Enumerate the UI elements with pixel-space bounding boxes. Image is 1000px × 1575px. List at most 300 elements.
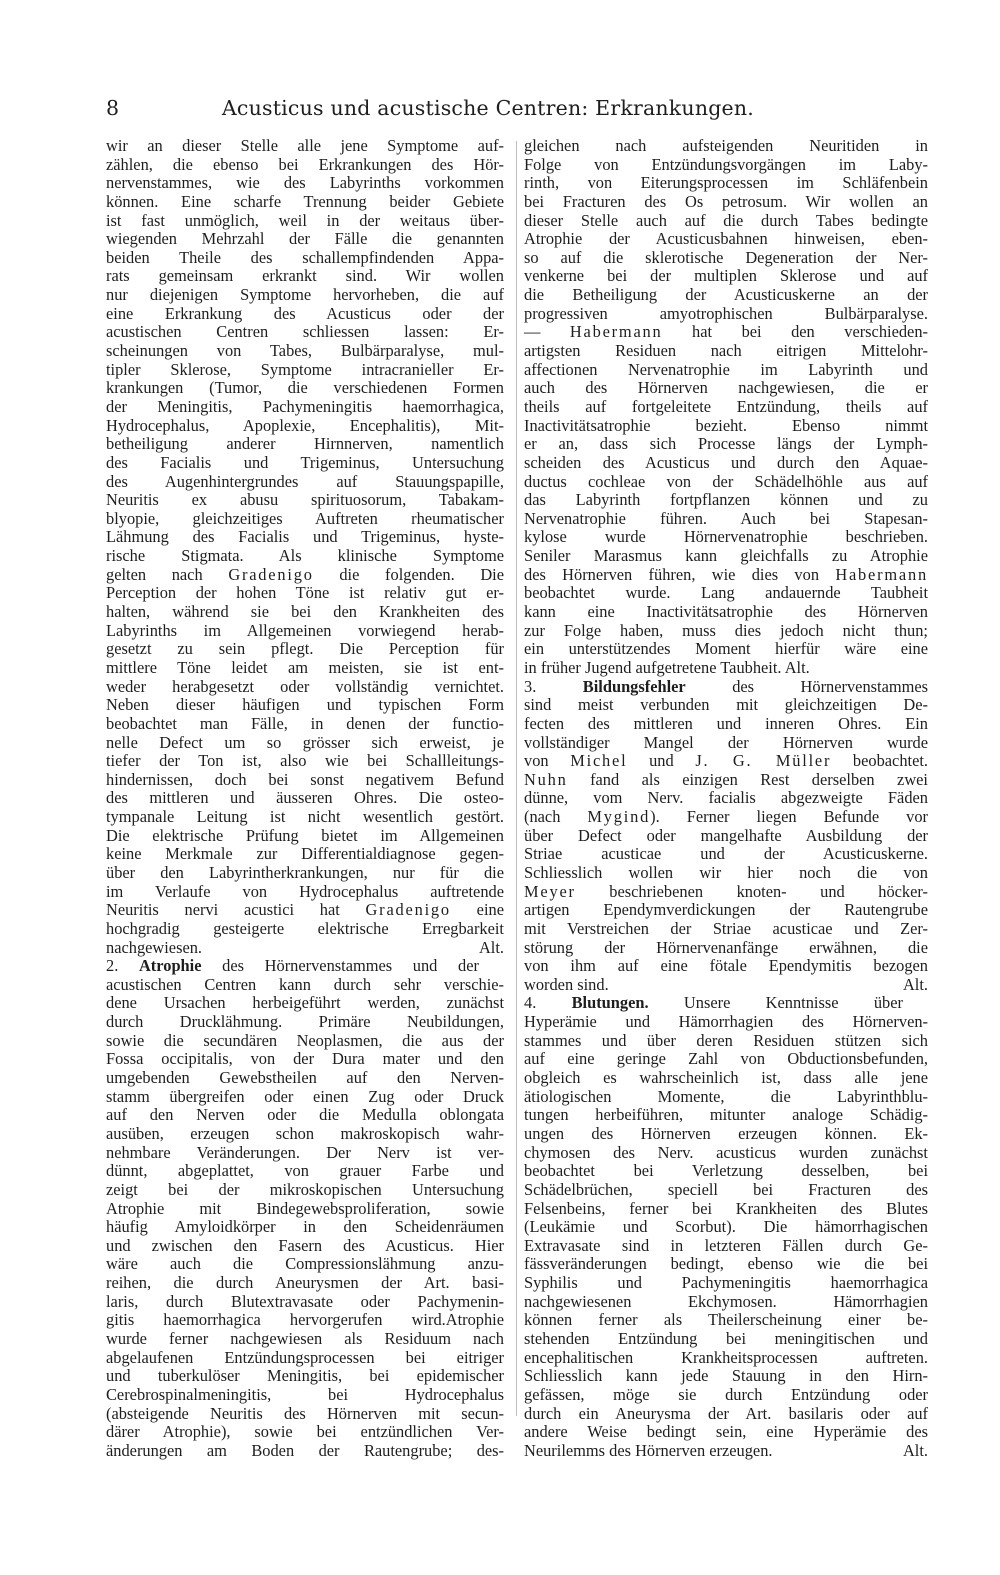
text-line [524, 976, 928, 995]
text-line [524, 435, 928, 454]
text-segment: änderungen am Boden der Rautengrube; des- [106, 1440, 504, 1460]
text-line [524, 864, 928, 883]
text-line [524, 361, 928, 380]
text-line [106, 156, 504, 175]
text-segment: artigen Ependymverdickungen der Rautengrube [524, 900, 928, 920]
column-divider [516, 141, 517, 1416]
text-line [106, 1255, 504, 1274]
text-segment: zeigt bei der mikroskopischen Untersuchung [106, 1179, 504, 1199]
author-signature: Alt. [478, 937, 504, 957]
text-segment: Folge von Entzündungsvorgängen im Laby- [524, 154, 928, 174]
text-segment: Striae acusticae und der Acusticuskerne. [524, 844, 928, 864]
text-line [106, 808, 504, 827]
text-segment: und [627, 751, 696, 771]
text-segment: progressiven amyotrophischen Bulbärparalyse. [524, 303, 928, 323]
text-line [524, 1032, 928, 1051]
text-line [106, 883, 504, 902]
text-segment: gesetzt zu sein pflegt. Die Perception für [106, 639, 504, 659]
text-segment: artigsten Residuen nach eitrigen Mittelohr- [524, 341, 928, 361]
text-segment: ein unterstützendes Moment hierfür wäre eine [524, 639, 928, 659]
text-segment: beobachtet. [831, 751, 928, 771]
text-line [524, 305, 928, 324]
text-segment: ist fast unmöglich, weil in der weitaus über- [106, 210, 504, 230]
text-line [106, 640, 504, 659]
text-line [106, 771, 504, 790]
author-name: Habermann [835, 564, 928, 584]
text-segment: affectionen Nervenatrophie im Labyrinth und [524, 359, 928, 379]
text-segment: Neuritis ex abusu spirituosorum, Tabakam- [106, 490, 504, 510]
text-segment: dene Ursachen herbeigeführt werden, zunächst [106, 993, 504, 1013]
text-segment: Inactivitätsatrophie bezieht. Ebenso nimmt [524, 415, 928, 435]
text-line [524, 1181, 928, 1200]
text-segment: Hydrocephalus, Apoplexie, Encephalitis), Mit- [106, 415, 504, 435]
text-segment: zur Folge haben, muss dies jedoch nicht thun; [524, 620, 928, 640]
text-segment: gelten nach [106, 564, 229, 584]
text-segment: zählen, die ebenso bei Erkrankungen des Hör- [106, 154, 504, 174]
text-segment: Labyrinths im Allgemeinen vorwiegend herab- [106, 620, 504, 640]
text-line [106, 1162, 504, 1181]
text-line [524, 734, 928, 753]
text-line [106, 1069, 504, 1088]
text-segment: Die elektrische Prüfung bietet im Allgemeinen [106, 825, 504, 845]
text-segment: die folgenden. Die [313, 564, 505, 584]
text-line [106, 1144, 504, 1163]
text-line [106, 1050, 504, 1069]
author-name: Gradenigo [365, 900, 451, 920]
text-segment: Felsenbeins, ferner bei Krankheiten des Blutes [524, 1198, 928, 1218]
text-line [524, 230, 928, 249]
text-line [106, 584, 504, 603]
text-line [524, 1125, 928, 1144]
text-segment: beiden Theile des schallempfindenden Appa- [106, 247, 504, 267]
text-segment: fand als einzigen Rest derselben zwei [567, 769, 928, 789]
text-line [524, 1050, 928, 1069]
text-line [106, 435, 504, 454]
text-line [106, 1367, 504, 1386]
text-segment: wir an dieser Stelle alle jene Symptome auf- [106, 136, 504, 155]
text-line [106, 323, 504, 342]
text-segment: obgleich es wahrscheinlich ist, dass alle jene [524, 1068, 928, 1088]
text-line [524, 1442, 928, 1461]
text-line [524, 622, 928, 641]
text-segment: nachgewiesen. [106, 937, 203, 957]
text-line [106, 1405, 504, 1424]
text-line [524, 267, 928, 286]
text-segment: Syphilis und Pachymeningitis haemorrhagica [524, 1273, 928, 1293]
text-line [106, 622, 504, 641]
text-line [524, 640, 928, 659]
text-segment: stamm übergreifen oder einen Zug oder Druck [106, 1086, 504, 1106]
text-segment: dünne, vom Nerv. facialis abgezweigte Fäden [524, 788, 928, 808]
text-line [106, 491, 504, 510]
text-segment: tympanale Leitung ist nicht wesentlich gestört. [106, 807, 504, 827]
text-segment: 3. [524, 676, 583, 696]
text-segment: theils auf fortgeleitete Entzündung, theils auf [524, 396, 928, 416]
text-line [524, 1330, 928, 1349]
text-segment: umgebenden Gewebstheilen auf den Nerven- [106, 1068, 504, 1088]
text-line [106, 678, 504, 697]
text-line [106, 1386, 504, 1405]
text-segment: abgelaufenen Entzündungsprocessen bei eitriger [106, 1347, 504, 1367]
text-line [106, 957, 504, 976]
text-line [106, 1274, 504, 1293]
text-line [106, 1293, 504, 1312]
text-line [106, 249, 504, 268]
text-line [106, 286, 504, 305]
text-segment: von [524, 751, 571, 771]
text-segment: stammes und über deren Residuen stützen sich [524, 1030, 928, 1050]
text-segment: Seniler Marasmus kann gleichfalls zu Atrophie [524, 546, 928, 566]
text-line [524, 1013, 928, 1032]
text-line [106, 547, 504, 566]
text-segment: reihen, die durch Aneurysmen der Art. basi- [106, 1273, 504, 1293]
left-text-column [106, 137, 504, 1460]
text-line [106, 1125, 504, 1144]
text-line [524, 1144, 928, 1163]
author-name: Gradenigo [228, 564, 314, 584]
text-line [524, 939, 928, 958]
text-line [524, 1311, 928, 1330]
text-line [106, 137, 504, 156]
text-line [524, 212, 928, 231]
text-line [524, 827, 928, 846]
author-name: Michel [570, 751, 628, 771]
text-line [524, 584, 928, 603]
text-segment: 4. [524, 993, 572, 1013]
page-number: 8 [106, 96, 120, 120]
text-segment: gleichen nach aufsteigenden Neuritiden in [524, 136, 928, 155]
text-segment: bei Fracturen des Os petrosum. Wir wollen an [524, 191, 928, 211]
author-signature: Alt. [902, 974, 928, 994]
text-segment: eine [450, 900, 504, 920]
text-segment: laris, durch Blutextravasate oder Pachymenin- [106, 1291, 504, 1311]
author-name: Habermann [569, 322, 663, 342]
text-line [106, 1237, 504, 1256]
text-line [106, 696, 504, 715]
text-segment: Cerebrospinalmeningitis, bei Hydrocephalus [106, 1384, 504, 1404]
text-line [524, 771, 928, 790]
right-text-column [524, 137, 928, 1461]
text-segment: gitis haemorrhagica hervorgerufen wird.Atrophie [106, 1310, 504, 1330]
text-segment: des Hörnervenstammes und der [201, 956, 479, 976]
text-segment: scheiden des Acusticus und durch den Aquae- [524, 452, 928, 472]
text-segment: des Augenhintergrundes auf Stauungspapille, [106, 471, 504, 491]
text-line [106, 379, 504, 398]
text-line [106, 864, 504, 883]
author-name: Nuhn [524, 769, 568, 789]
text-segment: weder herabgesetzt oder vollständig vernichtet. [106, 676, 504, 696]
text-line [524, 845, 928, 864]
text-segment: worden sind. [524, 974, 609, 994]
text-line [524, 1162, 928, 1181]
text-segment: Atrophie der Acusticusbahnen hinweisen, eben- [524, 229, 928, 249]
text-segment: fässveränderungen bedingt, ebenso wie die bei [524, 1254, 928, 1274]
text-segment: Extravasate sind in letzteren Fällen durch Ge- [524, 1235, 928, 1255]
text-line [106, 454, 504, 473]
text-segment: vollständiger Mangel der Hörnerven wurde [524, 732, 928, 752]
text-line [106, 174, 504, 193]
text-segment: scheinungen von Tabes, Bulbärparalyse, mul- [106, 341, 504, 361]
text-segment: tipler Sklerose, Symptome intracranieller Er- [106, 359, 504, 379]
text-segment: können. Eine scharfe Trennung beider Gebiete [106, 191, 504, 211]
text-segment: wäre auch die Compressionslähmung anzu- [106, 1254, 504, 1274]
text-line [524, 249, 928, 268]
text-line [524, 1423, 928, 1442]
text-line [524, 566, 928, 585]
text-segment: auf eine geringe Zahl von Obductionsbefunden, [524, 1049, 928, 1069]
text-line [106, 734, 504, 753]
author-name: J. G. Müller [695, 751, 832, 771]
text-segment: (absteigende Neuritis des Hörnerven mit secun- [106, 1403, 504, 1423]
text-line [106, 566, 504, 585]
running-title: Acusticus und acustische Centren: Erkrankungen. [221, 96, 754, 120]
text-segment: hochgradig gesteigerte elektrische Erregbarkeit [106, 918, 504, 938]
section-heading: Blutungen. [571, 993, 649, 1013]
text-segment: tungen herbeiführen, mitunter analoge Schädig- [524, 1105, 928, 1125]
author-signature: Alt. [902, 1440, 928, 1460]
text-line [106, 1423, 504, 1442]
text-line [106, 305, 504, 324]
text-segment: ätiologischen Momente, die Labyrinthblu- [524, 1086, 928, 1106]
text-line [524, 696, 928, 715]
text-segment: stehenden Entzündung bei meningitischen und [524, 1329, 928, 1348]
text-line [106, 1218, 504, 1237]
text-segment: über Defect oder mangelhafte Ausbildung der [524, 825, 928, 845]
text-line [106, 267, 504, 286]
text-segment: können ferner als Theilerscheinung einer be- [524, 1310, 928, 1330]
text-line [524, 789, 928, 808]
text-segment: sowie die secundären Neoplasmen, die aus der [106, 1030, 504, 1050]
text-segment: des Hörnerven führen, wie dies von [524, 564, 836, 584]
text-segment: — [524, 322, 570, 342]
text-line [524, 752, 928, 771]
text-segment: beobachtet man Fälle, in denen der functio- [106, 713, 504, 733]
text-segment: durch ein Aneurysma der Art. basilaris oder auf [524, 1403, 928, 1423]
text-line [106, 976, 504, 995]
text-segment: durch Drucklähmung. Primäre Neubildungen, [106, 1012, 504, 1032]
text-segment: halten, während sie bei den Krankheiten des [106, 602, 504, 622]
text-segment: Schädelbrüchen, speciell bei Fracturen des [524, 1179, 928, 1199]
text-line [524, 137, 928, 156]
text-segment: beobachtet wurde. Lang andauernde Taubheit [524, 583, 928, 603]
text-line [524, 994, 928, 1013]
text-segment: chymosen des Nerv. acusticus wurden zunächst [524, 1142, 928, 1162]
text-line [106, 230, 504, 249]
text-segment: nachgewiesenen Ekchymosen. Hämorrhagien [524, 1291, 928, 1311]
text-segment: nur diejenigen Symptome hervorheben, die auf [106, 285, 504, 305]
page-header [106, 96, 754, 126]
text-line [106, 361, 504, 380]
text-segment: in früher Jugend aufgetretene Taubheit. Alt. [524, 657, 810, 677]
text-line [106, 1088, 504, 1107]
text-line [524, 603, 928, 622]
text-line [524, 901, 928, 920]
text-line [524, 156, 928, 175]
text-line [106, 1442, 504, 1461]
text-segment: Neben dieser häufigen und typischen Form [106, 695, 504, 715]
text-line [106, 1013, 504, 1032]
author-name: Meyer [524, 881, 576, 901]
text-segment: krankungen (Tumor, die verschiedenen Formen [106, 378, 504, 398]
text-segment: acustischen Centren kann durch sehr verschie- [106, 974, 504, 994]
text-line [524, 193, 928, 212]
text-line [106, 1311, 504, 1330]
text-line [524, 398, 928, 417]
text-segment: nervenstammes, wie des Labyrinths vorkommen [106, 173, 504, 193]
text-segment: rats gemeinsam erkrankt sind. Wir wollen [106, 266, 504, 286]
section-heading: Bildungsfehler [582, 676, 686, 696]
text-line [524, 1349, 928, 1368]
text-segment: so auf die sklerotische Degeneration der Ner- [524, 247, 928, 267]
text-segment: das Labyrinth fortpflanzen können und zu [524, 490, 928, 510]
text-line [106, 212, 504, 231]
text-segment: acustischen Centren schliessen lassen: Er- [106, 322, 504, 342]
text-line [524, 1293, 928, 1312]
text-segment: venkerne bei der multiplen Sklerose und auf [524, 266, 928, 286]
text-segment: gefässen, möge sie durch Entzündung oder [524, 1384, 928, 1404]
text-line [524, 659, 928, 678]
text-line [524, 323, 928, 342]
text-segment: 2. [106, 956, 139, 976]
text-line [106, 715, 504, 734]
text-line [106, 659, 504, 678]
text-line [524, 454, 928, 473]
text-segment: ausüben, erzeugen schon makroskopisch wahr- [106, 1123, 504, 1143]
text-segment: von ihm auf eine fötale Ependymitis bezogen [524, 956, 928, 976]
text-line [106, 845, 504, 864]
text-segment: beschriebenen knoten- und höcker- [575, 881, 928, 901]
text-line [106, 510, 504, 529]
text-segment: störung der Hörnervenanfänge erwähnen, die [524, 937, 928, 957]
text-segment: über den Labyrintherkrankungen, nur für die [106, 862, 504, 882]
text-segment: nelle Defect um so grösser sich erweist, je [106, 732, 504, 752]
text-segment: beobachtet bei Verletzung desselben, bei [524, 1161, 928, 1181]
text-line [524, 1367, 928, 1386]
text-segment: kann eine Inactivitätsatrophie des Hörnerven [524, 602, 928, 622]
text-line [524, 1069, 928, 1088]
text-line [524, 1200, 928, 1219]
text-line [524, 547, 928, 566]
text-line [106, 1330, 504, 1349]
text-segment: rinth, von Eiterungsprocessen im Schläfenbein [524, 173, 928, 193]
text-segment: und tuberkulöser Meningitis, bei epidemischer [106, 1366, 504, 1386]
author-name: Mygind [587, 807, 651, 827]
text-segment: blyopie, gleichzeitiges Auftreten rheumatischer [106, 508, 504, 528]
text-line [524, 1237, 928, 1256]
text-line [106, 1200, 504, 1219]
text-segment: dünnt, abgeplattet, von grauer Farbe und [106, 1161, 504, 1181]
text-line [524, 174, 928, 193]
text-line [106, 827, 504, 846]
text-segment: tiefer der Ton ist, also wie bei Schallleitungs- [106, 751, 504, 771]
text-segment: keine Merkmale zur Differentialdiagnose gegen- [106, 844, 504, 864]
text-line [524, 491, 928, 510]
text-segment: hindernissen, doch bei sonst negativem Befund [106, 769, 504, 789]
text-line [106, 193, 504, 212]
text-segment: der Meningitis, Pachymeningitis haemorrhagica, [106, 396, 504, 416]
text-segment: die Betheiligung der Acusticuskerne an der [524, 285, 928, 305]
text-segment: Perception der hohen Töne ist relativ gut er- [106, 583, 504, 603]
text-line [106, 994, 504, 1013]
text-segment: kylose wurde Hörnervenatrophie beschrieben. [524, 527, 928, 547]
text-segment: häufig Amyloidkörper in den Scheidenräumen [106, 1217, 504, 1237]
text-line [106, 1349, 504, 1368]
text-line [524, 883, 928, 902]
text-segment: Neuritis nervi acustici hat [106, 900, 366, 920]
text-line [524, 417, 928, 436]
text-line [524, 1088, 928, 1107]
text-line [524, 342, 928, 361]
text-line [106, 417, 504, 436]
text-segment: andere Weise bedingt sein, eine Hyperämie des [524, 1422, 928, 1442]
text-line [524, 528, 928, 547]
text-segment: nehmbare Veränderungen. Der Nerv ist ver- [106, 1142, 504, 1162]
text-segment: auch des Hörnerven nachgewiesen, die er [524, 378, 928, 398]
text-line [524, 1255, 928, 1274]
text-line [106, 939, 504, 958]
text-segment: Atrophie mit Bindegewebsproliferation, sowie [106, 1198, 504, 1218]
text-line [524, 1386, 928, 1405]
text-line [106, 342, 504, 361]
text-segment: des Hörnervenstammes [685, 676, 928, 696]
text-line [524, 1106, 928, 1125]
section-heading: Atrophie [138, 956, 202, 976]
text-line [106, 901, 504, 920]
text-segment: mittlere Töne leidet am meisten, sie ist ent- [106, 657, 504, 677]
text-segment: wiegenden Mehrzahl der Fälle die genannten [106, 229, 504, 249]
text-segment: dieser Stelle auch auf die durch Tabes bedingte [524, 210, 928, 230]
text-segment: ). Ferner liegen Befunde vor [650, 807, 928, 827]
text-line [524, 510, 928, 529]
text-segment: Lähmung des Facialis und Trigeminus, hyste- [106, 527, 504, 547]
text-segment: betheiligung anderer Hirnnerven, namentlich [106, 434, 504, 454]
text-segment: sind meist verbunden mit gleichzeitigen De- [524, 695, 928, 715]
text-segment: des Facialis und Trigeminus, Untersuchung [106, 452, 504, 472]
text-segment: (nach [524, 807, 588, 827]
text-line [524, 1274, 928, 1293]
text-line [524, 1218, 928, 1237]
text-segment: ductus cochleae von der Schädelhöhle aus auf [524, 471, 928, 491]
text-segment: ungen des Hörnerven erzeugen können. Ek- [524, 1123, 928, 1143]
text-segment: mit Verstreichen der Striae acusticae und Zer- [524, 918, 928, 938]
text-line [524, 286, 928, 305]
text-line [524, 920, 928, 939]
text-line [106, 752, 504, 771]
text-segment: des mittleren und äusseren Ohres. Die osteo- [106, 788, 504, 808]
text-line [524, 473, 928, 492]
text-line [106, 603, 504, 622]
text-segment: Fossa occipitalis, von der Dura mater und den [106, 1049, 504, 1069]
text-segment: hat bei den verschieden- [662, 322, 928, 342]
text-segment: Hyperämie und Hämorrhagien des Hörnerven- [524, 1012, 928, 1032]
text-line [106, 1181, 504, 1200]
text-segment: rische Stigmata. Als klinische Symptome [106, 546, 504, 566]
text-line [524, 678, 928, 697]
text-line [106, 789, 504, 808]
text-line [106, 1032, 504, 1051]
text-segment: eine Erkrankung des Acusticus oder der [106, 303, 504, 323]
text-segment: Schliesslich wollen wir hier noch die von [524, 862, 928, 882]
text-segment: er an, dass sich Processe längs der Lymph- [524, 434, 928, 454]
text-line [524, 1405, 928, 1424]
text-line [524, 715, 928, 734]
text-line [106, 1106, 504, 1125]
text-segment: im Verlaufe von Hydrocephalus auftretende [106, 881, 504, 901]
text-segment: Schliesslich kann jede Stauung in den Hirn- [524, 1366, 928, 1386]
text-line [524, 957, 928, 976]
text-line [524, 379, 928, 398]
text-segment: Unsere Kenntnisse über [648, 993, 903, 1013]
